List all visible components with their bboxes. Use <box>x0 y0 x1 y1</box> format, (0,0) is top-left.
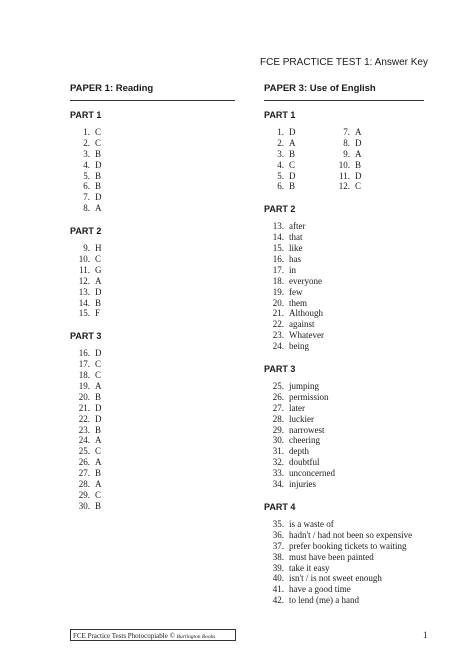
question-number: 10. <box>78 254 90 265</box>
answer-pair <box>330 160 361 171</box>
answer-text: C <box>95 137 102 148</box>
question-number: 29. <box>272 424 284 435</box>
answer-text: D <box>95 402 102 413</box>
paper3-divider <box>264 100 424 101</box>
answer-text: cheering <box>289 435 320 446</box>
answer-row <box>264 573 424 584</box>
question-number: 4. <box>277 159 284 170</box>
answer-row <box>264 160 424 171</box>
answer-text: permission <box>289 391 329 402</box>
question-number: 42. <box>272 595 284 606</box>
answer-text: B <box>95 297 102 308</box>
question-number: 13. <box>78 286 90 297</box>
question-number: 18. <box>78 370 90 381</box>
question-number: 2. <box>83 137 90 148</box>
answer-text: them <box>289 297 307 308</box>
question-number: 5. <box>83 170 90 181</box>
answer-text: narrowest <box>289 424 325 435</box>
answer-text: B <box>95 391 102 402</box>
paper3-part4-list <box>264 519 424 606</box>
answer-row <box>70 127 235 138</box>
question-number: 23. <box>272 330 284 341</box>
answer-text: few <box>289 286 303 297</box>
answer-row <box>264 479 424 490</box>
answer-text: D <box>289 127 296 137</box>
question-number: 28. <box>272 413 284 424</box>
question-number: 16. <box>78 348 90 359</box>
question-number: 1. <box>83 127 90 137</box>
answer-text: A <box>355 127 362 137</box>
answer-row <box>264 298 424 309</box>
question-number: 19. <box>272 286 284 297</box>
answer-text: C <box>95 359 102 370</box>
answer-row <box>264 457 424 468</box>
answer-text: D <box>95 192 102 203</box>
answer-text: D <box>95 286 102 297</box>
answer-text: against <box>289 319 315 330</box>
answer-row <box>70 435 235 446</box>
answer-row <box>264 221 424 232</box>
answer-pair <box>330 138 362 149</box>
answer-row <box>264 414 424 425</box>
question-number: 5. <box>277 170 284 181</box>
answer-text: being <box>289 341 309 352</box>
question-number: 33. <box>272 468 284 479</box>
answer-row <box>70 359 235 370</box>
answer-row <box>70 298 235 309</box>
answer-pair <box>330 171 362 182</box>
answer-row <box>70 490 235 501</box>
paper3-title: PAPER 3: Use of English <box>264 83 376 94</box>
answer-text: A <box>95 275 102 286</box>
answer-text: isn't / is not sweet enough <box>289 573 382 584</box>
answer-row <box>264 435 424 446</box>
question-number: 25. <box>272 381 284 392</box>
paper3-part1-list <box>264 127 424 192</box>
question-number: 32. <box>272 457 284 468</box>
answer-pair <box>330 149 362 160</box>
question-number: 21. <box>78 402 90 413</box>
answer-text: jumping <box>289 381 320 392</box>
paper3-part2-list <box>264 221 424 352</box>
question-number: 10. <box>338 159 350 170</box>
paper1-part3-list <box>70 348 235 511</box>
question-number: 35. <box>272 518 284 529</box>
question-number: 38. <box>272 551 284 562</box>
question-number: 28. <box>78 479 90 490</box>
footer-text: FCE Practice Tests Photocopiable © <box>73 632 177 640</box>
question-number: 34. <box>272 479 284 490</box>
paper3-part2-heading: PART 2 <box>264 204 296 215</box>
question-number: 14. <box>78 297 90 308</box>
question-number: 22. <box>78 413 90 424</box>
answer-text: after <box>289 221 306 232</box>
answer-text: like <box>289 243 303 254</box>
question-number: 24. <box>272 341 284 352</box>
answer-text: D <box>95 413 102 424</box>
answer-text: Whatever <box>289 330 324 341</box>
question-number: 36. <box>272 529 284 540</box>
question-number: 17. <box>78 359 90 370</box>
question-number: 7. <box>343 127 350 137</box>
answer-row <box>70 276 235 287</box>
answer-text: G <box>95 264 102 275</box>
question-number: 40. <box>272 573 284 584</box>
answer-row <box>264 149 424 160</box>
paper1-part3-heading: PART 3 <box>70 331 102 342</box>
question-number: 19. <box>78 381 90 392</box>
answer-row <box>70 181 235 192</box>
answer-text: A <box>95 457 102 468</box>
answer-text: hadn't / had not been so expensive <box>289 529 413 540</box>
answer-row <box>70 468 235 479</box>
question-number: 22. <box>272 319 284 330</box>
answer-text: H <box>95 243 102 254</box>
question-number: 18. <box>272 275 284 286</box>
question-number: 2. <box>277 137 284 148</box>
answer-row <box>264 446 424 457</box>
answer-row <box>70 160 235 171</box>
question-number: 1. <box>277 127 284 137</box>
question-number: 30. <box>78 500 90 511</box>
answer-row <box>264 232 424 243</box>
answer-text: B <box>289 148 296 159</box>
question-number: 7. <box>83 192 90 203</box>
answer-text: must have been painted <box>289 551 374 562</box>
answer-row <box>264 138 424 149</box>
answer-text: take it easy <box>289 562 330 573</box>
answer-text: B <box>355 159 362 170</box>
answer-row <box>70 203 235 214</box>
answer-text: C <box>95 370 102 381</box>
answer-row <box>264 265 424 276</box>
question-number: 6. <box>277 181 284 192</box>
answer-text: B <box>289 181 296 192</box>
answer-text: luckier <box>289 413 314 424</box>
question-number: 3. <box>83 148 90 159</box>
question-number: 6. <box>83 181 90 192</box>
answer-text: has <box>289 254 301 265</box>
answer-text: C <box>355 181 362 192</box>
answer-row <box>70 243 235 254</box>
answer-text: A <box>95 479 102 490</box>
answer-text: D <box>95 159 102 170</box>
answer-row <box>264 595 424 606</box>
answer-text: in <box>289 264 297 275</box>
answer-row <box>70 171 235 182</box>
paper1-part1-list <box>70 127 235 214</box>
answer-text: unconcerned <box>289 468 335 479</box>
paper3-part1-heading: PART 1 <box>264 110 296 120</box>
paper1-column <box>70 83 235 512</box>
paper3-part4-heading: PART 4 <box>264 501 296 512</box>
answer-pair <box>330 127 362 138</box>
question-number: 3. <box>277 148 284 159</box>
answer-text: B <box>95 424 102 435</box>
answer-pair <box>330 181 361 192</box>
answer-text: Although <box>289 308 324 319</box>
question-number: 11. <box>79 264 90 275</box>
answer-text: A <box>289 137 296 148</box>
answer-row <box>264 254 424 265</box>
question-number: 14. <box>272 232 284 243</box>
answer-text: doubtful <box>289 457 320 468</box>
question-number: 39. <box>272 562 284 573</box>
question-number: 20. <box>78 391 90 402</box>
answer-text: B <box>95 500 102 511</box>
paper3-part3-heading: PART 3 <box>264 364 296 375</box>
answer-row <box>264 392 424 403</box>
answer-row <box>70 457 235 468</box>
answer-row <box>264 563 424 574</box>
answer-row <box>70 370 235 381</box>
answer-row <box>70 479 235 490</box>
answer-row <box>264 341 424 352</box>
question-number: 26. <box>272 391 284 402</box>
answer-text: to lend (me) a hand <box>289 595 359 606</box>
answer-text: B <box>95 181 102 192</box>
answer-row <box>70 254 235 265</box>
question-number: 8. <box>83 203 90 214</box>
answer-row <box>70 192 235 203</box>
answer-row <box>70 425 235 436</box>
question-number: 12. <box>78 275 90 286</box>
answer-row <box>70 287 235 298</box>
answer-text: D <box>355 170 362 181</box>
question-number: 15. <box>78 308 90 319</box>
publisher-logo: Burlington Books <box>176 634 216 640</box>
answer-text: depth <box>289 446 309 457</box>
answer-row <box>264 530 424 541</box>
answer-row <box>264 287 424 298</box>
answer-row <box>70 392 235 403</box>
question-number: 16. <box>272 254 284 265</box>
question-number: 9. <box>343 148 350 159</box>
paper3-part3-list <box>264 381 424 490</box>
answer-text: B <box>95 148 102 159</box>
paper1-part1-heading: PART 1 <box>70 110 102 120</box>
answer-row <box>264 181 424 192</box>
answer-row <box>264 243 424 254</box>
question-number: 41. <box>272 584 284 595</box>
answer-row <box>70 403 235 414</box>
question-number: 31. <box>272 446 284 457</box>
question-number: 27. <box>272 402 284 413</box>
question-number: 13. <box>272 221 284 232</box>
answer-text: prefer booking tickets to waiting <box>289 540 407 551</box>
answer-text: B <box>95 170 102 181</box>
answer-row <box>264 381 424 392</box>
question-number: 8. <box>343 137 350 148</box>
answer-text: C <box>95 254 102 265</box>
answer-text: C <box>95 446 102 457</box>
answer-text: F <box>95 308 101 319</box>
answer-row <box>70 308 235 319</box>
answer-row <box>70 348 235 359</box>
answer-text: D <box>355 137 362 148</box>
paper1-title: PAPER 1: Reading <box>70 83 154 94</box>
paper1-part2-list <box>70 243 235 319</box>
answer-row <box>264 319 424 330</box>
answer-row <box>264 468 424 479</box>
footer-copyright <box>70 629 236 641</box>
answer-text: C <box>289 159 296 170</box>
answer-row <box>70 149 235 160</box>
question-number: 25. <box>78 446 90 457</box>
question-number: 23. <box>78 424 90 435</box>
answer-row <box>264 308 424 319</box>
answer-row <box>264 519 424 530</box>
question-number: 4. <box>83 159 90 170</box>
question-number: 24. <box>78 435 90 446</box>
answer-text: B <box>95 468 102 479</box>
answer-row <box>264 127 424 138</box>
answer-text: that <box>289 232 303 243</box>
question-number: 12. <box>338 181 350 192</box>
document-title: FCE PRACTICE TEST 1: Answer Key <box>259 57 428 68</box>
answer-text: D <box>289 170 296 181</box>
answer-row <box>264 425 424 436</box>
answer-text: C <box>95 127 102 137</box>
answer-text: A <box>95 381 102 392</box>
page-number: 1 <box>423 630 428 640</box>
paper1-divider <box>70 100 235 101</box>
question-number: 21. <box>272 308 284 319</box>
answer-text: A <box>95 435 102 446</box>
answer-text: everyone <box>289 275 322 286</box>
answer-text: is a waste of <box>289 518 334 529</box>
answer-row <box>70 381 235 392</box>
question-number: 11. <box>339 170 350 181</box>
answer-row <box>70 138 235 149</box>
question-number: 29. <box>78 489 90 500</box>
answer-row <box>70 446 235 457</box>
answer-row <box>264 171 424 182</box>
answer-row <box>70 414 235 425</box>
answer-row <box>264 403 424 414</box>
answer-row <box>264 276 424 287</box>
answer-row <box>264 552 424 563</box>
question-number: 30. <box>272 435 284 446</box>
question-number: 27. <box>78 468 90 479</box>
answer-row <box>264 541 424 552</box>
answer-row <box>70 501 235 512</box>
answer-text: A <box>355 148 362 159</box>
answer-row <box>70 265 235 276</box>
answer-text: later <box>289 402 305 413</box>
answer-text: D <box>95 348 102 359</box>
question-number: 9. <box>83 243 90 254</box>
question-number: 15. <box>272 243 284 254</box>
question-number: 17. <box>272 264 284 275</box>
answer-row <box>264 584 424 595</box>
question-number: 20. <box>272 297 284 308</box>
answer-text: C <box>95 489 102 500</box>
answer-text: have a good time <box>289 584 351 595</box>
answer-row <box>264 330 424 341</box>
paper1-part2-heading: PART 2 <box>70 226 102 237</box>
answer-text: A <box>95 203 102 214</box>
answer-text: injuries <box>289 479 316 490</box>
question-number: 26. <box>78 457 90 468</box>
question-number: 37. <box>272 540 284 551</box>
paper3-column <box>264 83 424 606</box>
